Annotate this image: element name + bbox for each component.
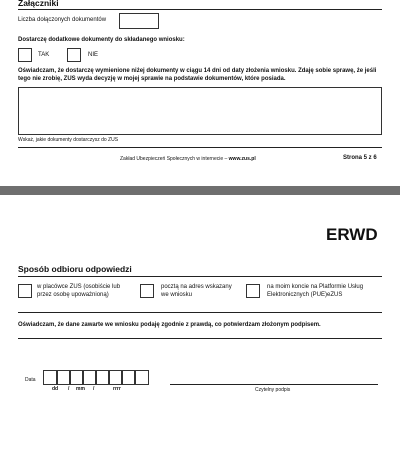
option-yes-label: TAK bbox=[38, 52, 50, 58]
additional-documents-question: Dostarczę dodatkowe dokumenty do składanego wniosku: bbox=[18, 37, 185, 43]
form-code: ERWD bbox=[326, 225, 378, 244]
footer-website: www.zus.pl bbox=[228, 156, 256, 162]
year-hint: rrrr bbox=[113, 386, 121, 392]
checkbox-post[interactable] bbox=[140, 284, 154, 298]
footer-institution: Zakład Ubezpieczeń Społecznych w internecie – www.zus.pl bbox=[120, 156, 256, 162]
checkbox-yes[interactable] bbox=[18, 48, 32, 62]
documents-caption: Wskaż, jakie dokumenty dostarczysz do ZUS bbox=[18, 137, 119, 143]
divider bbox=[18, 312, 382, 313]
truth-statement: Oświadczam, że dane zawarte we wniosku podaję zgodnie z prawdą, co potwierdzam złożonym podpisem. bbox=[18, 322, 321, 328]
date-separator: / bbox=[93, 386, 95, 392]
section-divider bbox=[18, 276, 382, 277]
option-post-label: pocztą na adres wskazany we wniosku bbox=[161, 284, 232, 298]
date-cell[interactable] bbox=[134, 370, 149, 385]
signature-label: Czytelny podpis bbox=[255, 387, 291, 393]
checkbox-zus-office[interactable] bbox=[18, 284, 32, 298]
date-label: Data bbox=[25, 377, 36, 383]
signature-line[interactable] bbox=[170, 384, 378, 385]
document-count-field[interactable] bbox=[119, 13, 159, 29]
month-hint: mm bbox=[76, 386, 85, 392]
document-count-label: Liczba dołączonych dokumentów bbox=[18, 17, 107, 23]
delivery-declaration: Oświadczam, że dostarczę wymienione niżej dokumenty w ciągu 14 dni od daty złożenia wniosku. Zdaję sobie sprawę, że jeśli tego nie zrobię, ZUS wyda decyzję w mojej sprawie na podstawie dokumentów, które posiada. bbox=[18, 68, 377, 82]
form-page-6 bbox=[0, 195, 400, 465]
date-field[interactable] bbox=[43, 370, 146, 385]
attachments-title: Załączniki bbox=[18, 0, 59, 8]
date-separator: / bbox=[68, 386, 70, 392]
checkbox-pue[interactable] bbox=[246, 284, 260, 298]
page-separator bbox=[0, 186, 400, 195]
delivery-title: Sposób odbioru odpowiedzi bbox=[18, 264, 132, 274]
divider bbox=[18, 338, 382, 339]
day-hint: dd bbox=[52, 386, 59, 392]
form-page-5 bbox=[0, 0, 400, 186]
page-number: Strona 5 z 6 bbox=[343, 155, 377, 161]
option-zus-office-label: w placówce ZUS (osobiście lub przez osobę upoważnioną) bbox=[37, 284, 121, 298]
section-divider bbox=[18, 9, 382, 10]
documents-textarea[interactable] bbox=[18, 87, 382, 135]
divider bbox=[18, 147, 382, 148]
option-pue-label: na moim koncie na Platformie Usług Elektronicznych (PUE)eZUS bbox=[267, 284, 364, 298]
option-no-label: NIE bbox=[88, 52, 99, 58]
checkbox-no[interactable] bbox=[67, 48, 81, 62]
